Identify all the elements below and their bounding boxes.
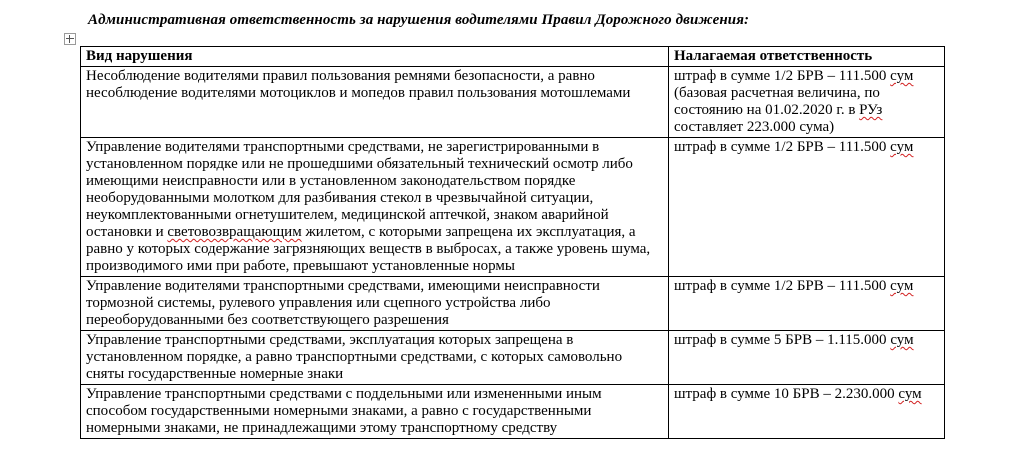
currency-unit: сум [890,278,914,294]
currency-unit: сум [890,139,914,155]
column-header-penalty: Налагаемая ответственность [669,47,945,67]
currency-unit: сум [898,386,922,402]
penalty-text: штраф в сумме 10 БРВ – 2.230.000 [674,386,895,402]
violation-cell: Управление транспортными средствами с поддельными или измененными иным способом государственными номерными знаками, а равно с государственными номерными знаками, не принадлежащими этому транспортному средству [81,385,669,439]
penalty-note: (базовая расчетная величина, по состоянию на 01.02.2020 г. в [674,85,880,118]
penalty-cell [669,67,945,138]
penalty-note-country: РУз [859,102,883,118]
penalty-note-tail: составляет 223.000 сума) [674,119,835,135]
currency-unit: сум [890,332,914,348]
violation-cell [81,138,669,277]
penalty-text: штраф в сумме 5 БРВ – 1.115.000 [674,332,887,348]
penalty-cell [669,138,945,277]
violation-cell: Управление транспортными средствами, эксплуатация которых запрещена в установленном порядке, а равно транспортными средствами, с которых самовольно сняты государственные номерные знаки [81,331,669,385]
violation-marked-word: световозвращающим [167,224,302,240]
violation-text: Управление водителями транспортными средствами, не зарегистрированными в установленном порядке или не прошедшими обязательный технический осмотр либо имеющими неисправности или в установленном законодательством порядке необорудованными молотком для разбивания стекол в чрезвычайной ситуации, неукомплектованными огнетушителем, медицинской аптечкой, знаком аварийной остановки и [86,139,633,240]
penalty-cell [669,331,945,385]
penalty-cell [669,385,945,439]
table-move-handle-icon[interactable] [64,33,76,45]
penalty-text: штраф в сумме 1/2 БРВ – 111.500 [674,278,887,294]
violation-cell: Управление водителями транспортными средствами, имеющими неисправности тормозной системы, рулевого управления или сцепного устройства либо переоборудованными без соответствующего разрешения [81,277,669,331]
table-row [81,277,945,331]
table-row [81,138,945,277]
violation-text-tail: жилетом, с которыми запрещена их эксплуатация, а равно у которых содержание загрязняющих веществ в выбросах, а также уровень шума, производимого ими при работе, превышают установленные нормы [86,224,651,274]
violations-table [80,46,945,439]
penalty-cell [669,277,945,331]
table-row [81,67,945,138]
table-row [81,331,945,385]
table-header-row [81,47,945,67]
document-heading: Административная ответственность за нарушения водителями Правил Дорожного движения: [88,12,750,28]
column-header-violation: Вид нарушения [81,47,669,67]
penalty-text: штраф в сумме 1/2 БРВ – 111.500 [674,68,887,84]
table-row [81,385,945,439]
penalty-text: штраф в сумме 1/2 БРВ – 111.500 [674,139,887,155]
currency-unit: сум [890,68,914,84]
violation-cell: Несоблюдение водителями правил пользования ремнями безопасности, а равно несоблюдение водителями мотоциклов и мопедов правил пользования мотошлемами [81,67,669,138]
